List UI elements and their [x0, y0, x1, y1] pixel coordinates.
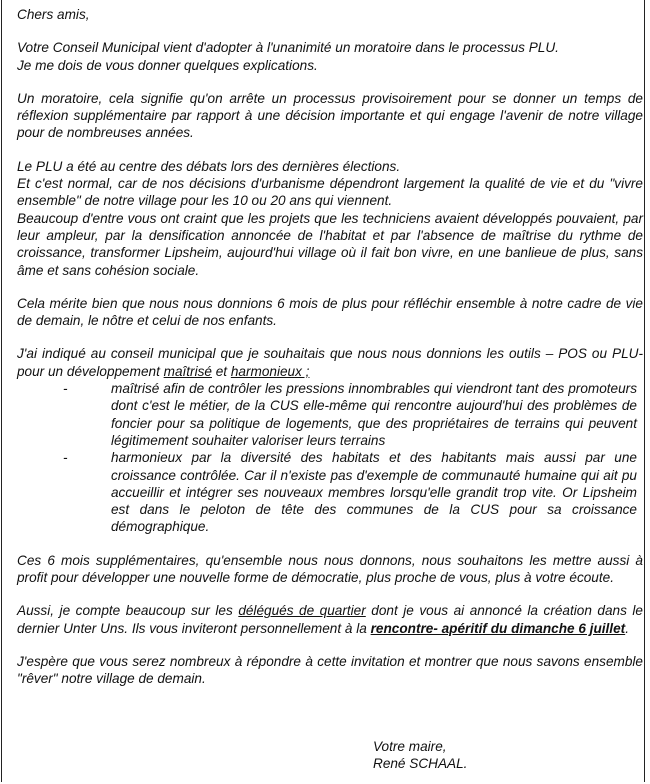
bullet-dash: -: [63, 450, 68, 466]
paragraph-2: Un moratoire, cela signifie qu'on arrête un processus provisoirement pour se donner un temps de réflexion supplémentaire par rapport à une décision importante et qui engage l'avenir de notre village pour de nombreuses années.: [17, 90, 643, 141]
list-item: [17, 380, 643, 449]
bullet-text: maîtrisé afin de contrôler les pressions innombrables qui viendront tant des promoteurs dont c'est le métier, de la CUS elle-même qui rencontre aujourd'hui des problèmes de foncier pour sa politique de logements, que des propriétaires de terrains qui peuvent légitimement souhaiter valoriser leurs terrains: [111, 381, 637, 448]
harmonieux-underlined: harmonieux ;: [230, 363, 310, 379]
paragraph-6: Ces 6 mois supplémentaires, qu'ensemble nous nous donnons, nous souhaitons les mettre aussi à profit pour développer une nouvelle forme de démocratie, plus proche de vous, plus à votre écoute.: [17, 552, 643, 586]
paragraph-7-end: .: [625, 620, 629, 636]
bullet-text: harmonieux par la diversité des habitats et des habitants mais aussi par une croissance contrôlée. Car il n'existe pas d'exemple de communauté humaine qui ait pu accueillir et intégrer ses nouveaux membres lorsqu'elle grandit trop vite. Or Lipsheim est dans le peloton de tête des communes de la CUS pour sa croissance démographique.: [111, 450, 637, 535]
list-item: [17, 449, 643, 535]
paragraph-5-text: J'ai indiqué au conseil municipal que je souhaitais que nous nous donnions les outils – POS ou PLU- pour un développement: [17, 346, 643, 379]
signature-line-2: René SCHAAL.: [373, 756, 468, 772]
maitrise-underlined: maîtrisé: [163, 363, 212, 379]
signature: [373, 738, 467, 773]
rencontre-bold-underlined: rencontre- apéritif du dimanche 6 juillet: [370, 620, 626, 636]
paragraph-7-middle: dont je vous ai annoncé la création dans le dernier Unter Uns. Ils vous inviteront personnellement à la: [17, 603, 643, 636]
greeting: Chers amis,: [17, 7, 90, 22]
delegues-underlined: délégués de quartier: [238, 603, 366, 619]
signature-line-1: Votre maire,: [373, 739, 447, 754]
paragraph-4: Cela mérite bien que nous nous donnions 6 mois de plus pour réfléchir ensemble à notre cadre de vie de demain, le nôtre et celui de nos enfants.: [17, 295, 643, 329]
paragraph-3-line-3: Beaucoup d'entre vous ont craint que les projets que les techniciens avaient développés pouvaient, par leur ampleur, par la densification annoncée de l'habitat et par l'absence de maîtrise du rythme de croissance, transformer Lipsheim, aujourd'hui village où il fait bon vivre, en une banlieue de plus, sans âme et sans cohésion sociale.: [17, 210, 643, 278]
paragraph-3-line-1: Le PLU a été au centre des débats lors des dernières élections.: [17, 158, 401, 174]
bullet-list: [17, 380, 643, 536]
paragraph-7: [17, 602, 643, 637]
paragraph-8: J'espère que vous serez nombreux à répondre à cette invitation et montrer que nous savons ensemble "rêver" notre village de demain.: [17, 653, 643, 687]
paragraph-5-and: et: [211, 363, 231, 379]
letter-body: [17, 6, 643, 688]
paragraph-1-line-1: Votre Conseil Municipal vient d'adopter à l'unanimité un moratoire dans le processus PLU.: [17, 40, 559, 56]
paragraph-7-text: Aussi, je compte beaucoup sur les: [17, 603, 239, 619]
paragraph-5: [17, 345, 643, 380]
paragraph-3-line-2: Et c'est normal, car de nos décisions d'urbanisme dépendront largement la qualité de vie et du "vivre ensemble" de notre village pour les 10 ou 20 ans qui viennent.: [17, 176, 643, 209]
bullet-dash: -: [63, 381, 68, 397]
paragraph-1-line-2: Je me dois de vous donner quelques explications.: [17, 57, 318, 73]
